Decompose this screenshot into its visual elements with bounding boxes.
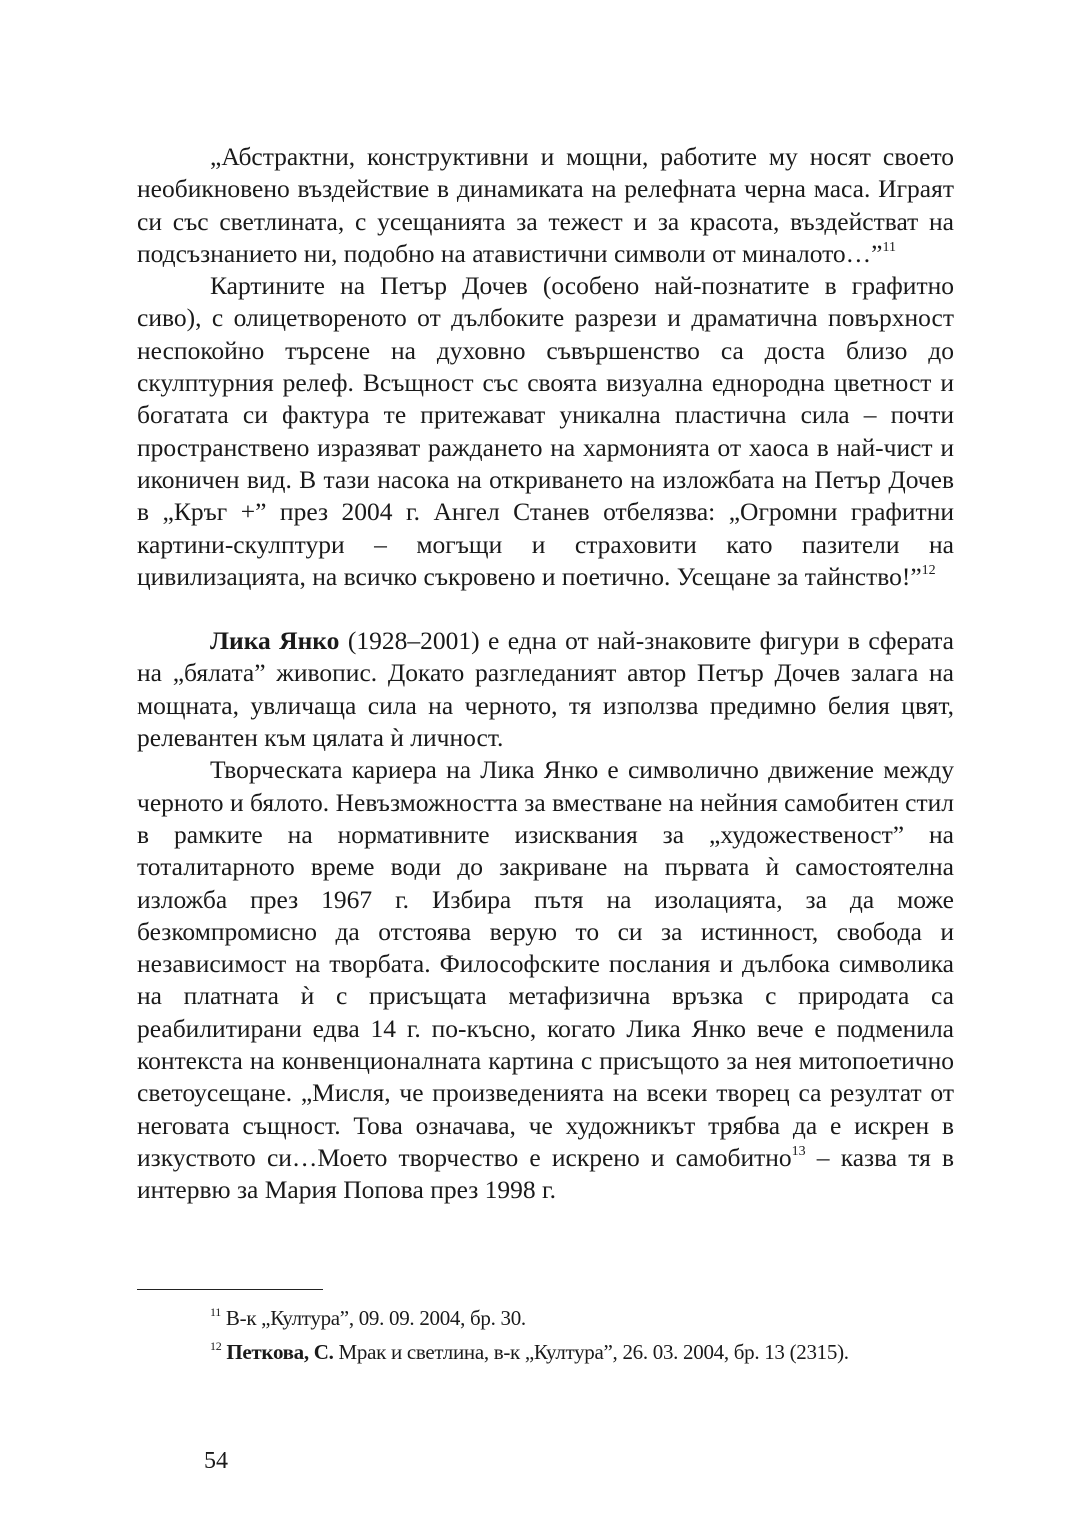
footnote-12 [137,1335,954,1369]
footnote-number: 11 [210,1305,221,1319]
paragraph-yanko-career [137,754,954,1206]
paragraph-text: Картините на Петър Дочев (особено най-познатите в графитно сиво), с олицетвореното от дълбоките разрези и драматична повърхност неспокойно търсене на духовно съвършенство са доста близо до скулптурния релеф. Всъщност със своята визуална еднородна цветност и богатата си фактура те притежават уникална пластична сила – почти пространствено изразяват раждането на хармонията от хаоса в най-чист и иконичен вид. В тази насока на откриването на изложбата на Петър Дочев в „Кръг +” през 2004 г. Ангел Станев отбелязва: „Огромни графитни картини-скулптури – могъщи и страховити като пазители на цивилизацията, на всичко съкровено и поетично. Усещане за тайнство!” [137,271,954,591]
paragraph-text: Творческата кариера на Лика Янко е символично движение между черното и бялото. Невъзможността за вместване на нейния самобитен стил в рамките на нормативните изисквания за „художественост” на тоталитарното време води до закриване на първата ѝ самостоятелна изложба през 1967 г. Избира пътя на изолацията, за да може безкомпромисно да отстоява верую то си за истинност, свобода и независимост на творбата. Философските послания и дълбока символика на платната ѝ с присъщата метафизична връзка с природата са реабилитирани едва 14 г. по-късно, когато Лика Янко вече е подменила контекста на конвенционалната картина с присъщото за нея митопоетично светоусещане. „Мисля, че произведенията на всеки творец са резултат от неговата същност. Това означава, че художникът трябва да е искрен в изкуството си…Моето творчество е искрено и самобитно [137,755,954,1172]
page-number: 54 [204,1448,228,1474]
paragraph-text: – казва тя в интервю за Мария Попова през 1998 г. [137,1142,954,1205]
footnote-11 [137,1301,954,1335]
footnote-ref: 11 [882,239,896,255]
footnote-text: Мрак и светлина, в-к „Култура”, 26. 03. 2004, бр. 13 (2315). [333,1340,849,1364]
footnote-text: В-к „Култура”, 09. 09. 2004, бр. 30. [220,1306,526,1330]
footnote-ref: 13 [791,1143,806,1159]
paragraph-quote [137,141,954,270]
paragraph-text: (1928–2001) е една от най-знаковите фигури в сферата на „бялата” живопис. Докато разгледаният автор Петър Дочев залага на мощната, увличаща сила на черното, тя използва предимно белия цвят, релевантен към цялата ѝ личност. [137,626,954,753]
main-text [137,141,954,1207]
paragraph-text: „Абстрактни, конструктивни и мощни, работите му носят своето необикновено въздействие в динамиката на релефната черна маса. Играят си със светлината, с усещанията за тежест и за красота, въздействат на подсъзнанието ни, подобно на атавистични символи от миналото…” [137,142,954,268]
footnotes [137,1301,954,1369]
footnote-author: Петкова, С. [226,1340,334,1364]
paragraph-yanko-intro [137,625,954,754]
paragraph-dochev [137,270,954,593]
footnote-ref: 12 [921,562,936,578]
artist-name: Лика Янко [210,626,340,656]
footnote-separator [137,1289,323,1290]
footnote-number: 12 [210,1339,222,1353]
